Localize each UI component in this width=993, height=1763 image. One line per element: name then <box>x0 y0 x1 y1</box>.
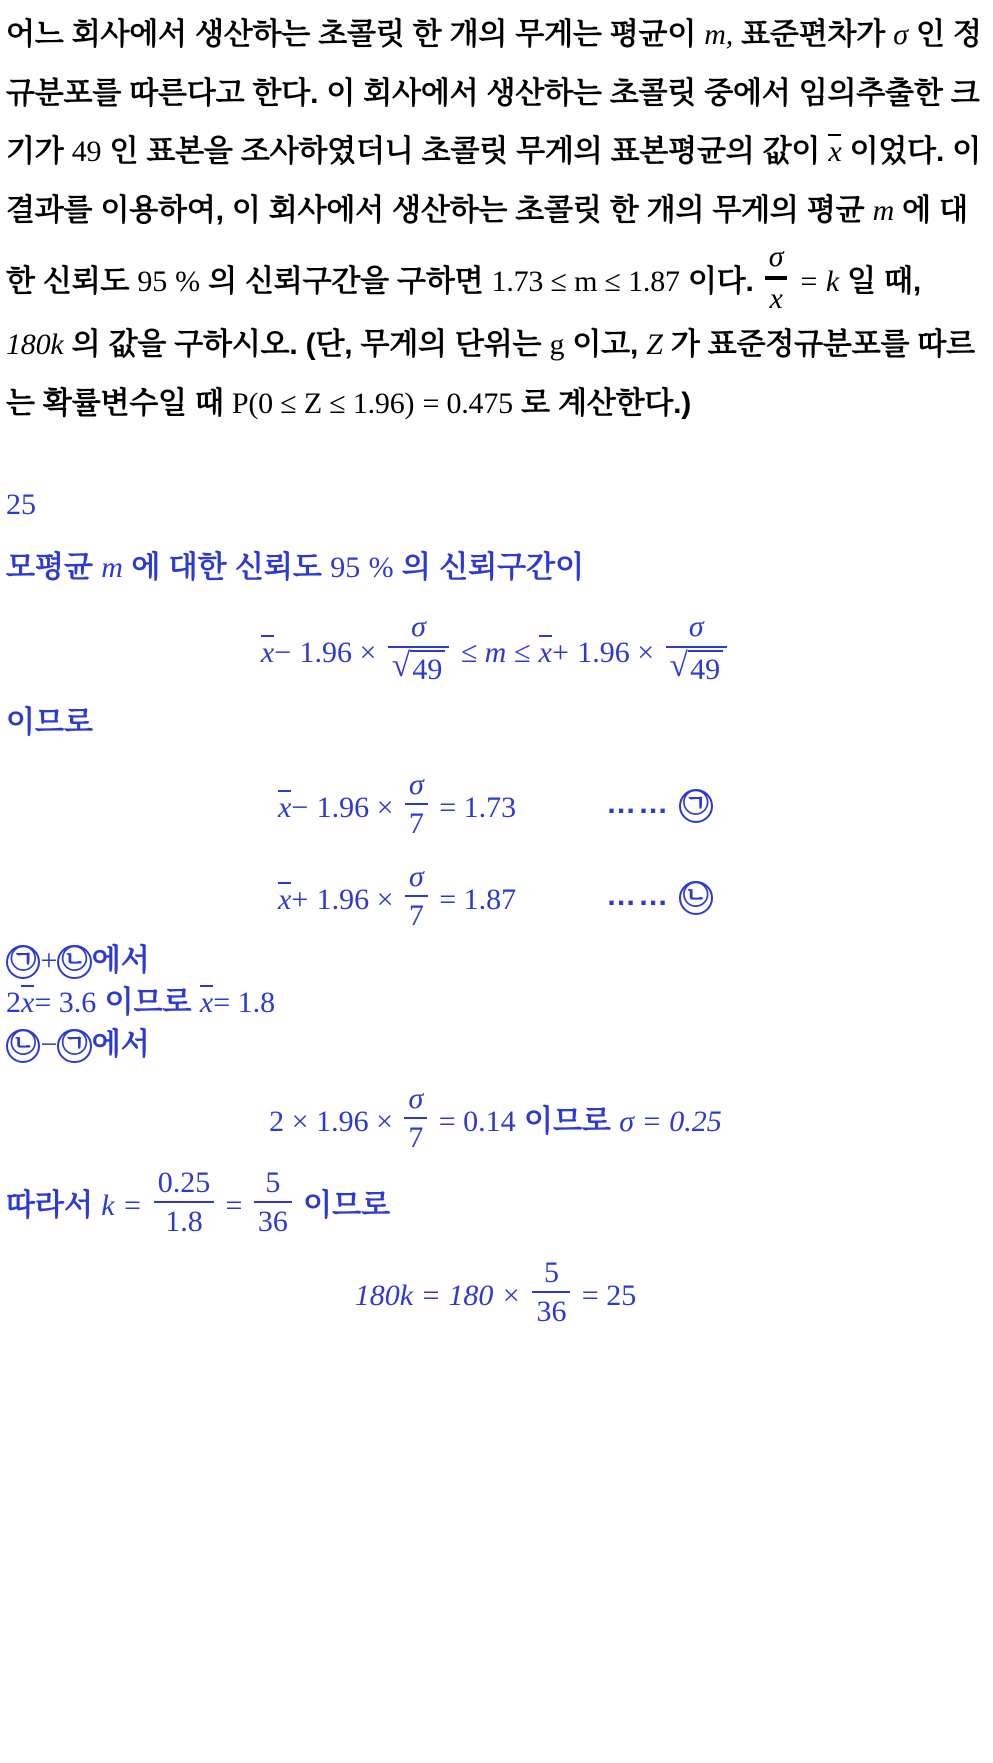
diff-fraction <box>404 1082 427 1156</box>
solution-intro-line <box>6 542 985 595</box>
sum-coefficient: 2 <box>6 985 21 1019</box>
problem-text-12: 가 표준정규분포를 따르는 확률변수일 때 <box>6 328 975 420</box>
eq1-fraction <box>405 768 428 842</box>
problem-text-13: 로 계산한다.) <box>521 386 692 420</box>
problem-text-2: 표준편차가 <box>741 18 886 51</box>
sum-label-b: ㉡ <box>57 945 91 979</box>
eq1-numerator-sigma: σ <box>405 768 428 806</box>
problem-text-6: 에 대한 신뢰도 <box>6 193 968 298</box>
problem-text-11: 이고, <box>572 328 639 361</box>
ci-left-xbar: x <box>260 636 275 669</box>
k-equals: = <box>225 1188 243 1222</box>
diff-label-b: ㉠ <box>57 1029 91 1063</box>
problem-text-10: 의 값을 구하시오. (단, 무게의 단위는 <box>71 328 542 361</box>
symbol-m-2: m <box>872 193 895 227</box>
eq2-rhs: = 1.87 <box>439 882 517 916</box>
eq2-dots: …… <box>606 879 671 913</box>
diff-numerator-sigma: σ <box>404 1082 427 1120</box>
fraction-numerator-sigma: σ <box>765 240 788 278</box>
eq2-xbar: x <box>278 882 292 916</box>
sample-size-49: 49 <box>71 135 102 168</box>
ci-left-op: − <box>274 636 292 669</box>
problem-text-4: 인 표본을 조사하였더니 초콜릿 무게의 표본평균의 값이 <box>109 135 821 168</box>
k-denominator-36: 36 <box>257 1205 288 1238</box>
problem-text-9: 일 때, <box>847 265 921 298</box>
probability-expression: P(0 ≤ Z ≤ 1.96) <box>231 386 415 420</box>
diff-denominator-7: 7 <box>408 1121 424 1154</box>
eq1-xbar: x <box>278 790 292 824</box>
eq1-denominator-7: 7 <box>408 807 424 840</box>
ci-middle: ≤ m ≤ <box>460 636 531 669</box>
sum-xbar-2: x <box>199 985 214 1019</box>
therefore-text: 따라서 <box>6 1188 93 1222</box>
symbol-Z: Z <box>646 328 663 361</box>
confidence-interval-formula <box>6 610 985 687</box>
unit-gram: g <box>549 328 565 361</box>
intro-mid: 에 대한 신뢰도 <box>131 550 322 584</box>
eq1-label-circle: ㉠ <box>679 789 713 823</box>
final-answer-line <box>6 1256 985 1330</box>
intro-suffix: 의 신뢰구간이 <box>401 550 585 584</box>
eq2-z: 1.96 × <box>316 882 394 916</box>
sum-mid-text: 이므로 <box>104 985 192 1019</box>
fraction-denominator-xbar: x <box>765 278 788 317</box>
diff-mid-text: 이므로 <box>523 1104 611 1138</box>
ci-right-radicand: 49 <box>688 650 723 688</box>
diff-step-equation <box>6 1082 985 1156</box>
k-numerator-025: 0.25 <box>154 1166 215 1204</box>
k-lhs: k = <box>101 1188 143 1222</box>
intro-confidence: 95 <box>330 550 361 584</box>
k-numerator-5: 5 <box>254 1166 292 1204</box>
k-suffix-text: 이므로 <box>303 1188 391 1222</box>
ci-right-xbar: x <box>538 636 552 669</box>
eq1-op: − <box>291 790 309 824</box>
sum-suffix: 에서 <box>91 943 150 977</box>
ci-right-op: + <box>551 636 569 669</box>
eq2-denominator-7: 7 <box>408 899 424 932</box>
eq2-label-circle: ㉡ <box>679 881 713 915</box>
sum-label-a: ㉠ <box>6 945 40 979</box>
fraction-sigma-over-xbar <box>765 240 788 316</box>
equation-2 <box>278 860 516 934</box>
ci-right-z: 1.96 × <box>577 636 655 669</box>
confidence-interval-inequality: 1.73 ≤ m ≤ 1.87 <box>491 265 680 298</box>
intro-prefix: 모평균 <box>6 550 93 584</box>
answer-number: 25 <box>6 488 36 521</box>
percent-sign: % <box>175 265 200 298</box>
eq2-op: + <box>291 882 309 916</box>
sigma-value: σ = 0.25 <box>619 1104 722 1138</box>
ci-right-denominator-sqrt <box>666 648 728 688</box>
problem-statement <box>0 0 993 433</box>
problem-text-7: 의 신뢰구간을 구하면 <box>208 265 484 298</box>
symbol-m-1: m, <box>704 18 734 51</box>
eq1-z: 1.96 × <box>316 790 394 824</box>
ci-left-fraction <box>388 610 450 687</box>
intro-percent: % <box>368 550 394 584</box>
diff-rhs: = 0.14 <box>438 1104 516 1138</box>
equation-1-row <box>6 768 985 842</box>
symbol-sigma-1: σ <box>893 18 908 51</box>
problem-text-1: 어느 회사에서 생산하는 초콜릿 한 개의 무게는 평균이 <box>6 18 697 51</box>
eq1-dots: …… <box>606 787 671 821</box>
diff-suffix: 에서 <box>91 1027 150 1061</box>
ci-left-denominator-sqrt <box>388 648 450 688</box>
k-fraction-reduced <box>254 1166 292 1240</box>
problem-paragraph <box>6 6 985 433</box>
diff-minus: − <box>40 1027 58 1061</box>
k-value-line <box>6 1166 985 1240</box>
ci-left-radicand: 49 <box>410 650 445 688</box>
expression-180k: 180k <box>6 328 64 361</box>
imuro-line-1: 이므로 <box>6 706 93 739</box>
diff-label-a: ㉡ <box>6 1029 40 1063</box>
ci-left-z: 1.96 × <box>299 636 377 669</box>
final-fraction <box>532 1256 570 1330</box>
sum-xbar: x <box>21 985 35 1019</box>
final-result: = 25 <box>581 1278 637 1312</box>
eq2-numerator-sigma: σ <box>405 860 428 898</box>
equation-2-row <box>6 860 985 934</box>
diff-lhs: 2 × 1.96 × <box>269 1104 394 1138</box>
problem-text-5: 이었다. 이 결과를 이용하여, 이 회사에서 생산하는 초콜릿 한 개의 무게의 평균 <box>6 135 981 227</box>
solution-block <box>0 479 993 1330</box>
symbol-xbar-1: x <box>828 135 842 168</box>
problem-text-8: 이다. <box>687 265 754 298</box>
ci-right-fraction <box>666 610 728 687</box>
problem-text-3: 인 정규분포를 따른다고 한다. 이 회사에서 생산하는 초콜릿 중에서 임의추출한 크기가 <box>6 18 982 168</box>
final-denominator-36: 36 <box>536 1295 567 1328</box>
probability-value: = 0.475 <box>422 386 513 420</box>
equation-2-tag <box>606 870 713 923</box>
ci-left-numerator-sigma: σ <box>388 610 450 648</box>
sum-equals: = 3.6 <box>34 985 97 1019</box>
eq1-rhs: = 1.73 <box>439 790 517 824</box>
k-fraction-decimal <box>154 1166 215 1240</box>
intro-symbol-m: m <box>101 550 123 584</box>
sum-step-result <box>6 982 985 1024</box>
equation-1-tag <box>606 778 713 831</box>
final-numerator-5: 5 <box>532 1256 570 1294</box>
confidence-95: 95 <box>137 265 168 298</box>
sum-xbar-value: = 1.8 <box>213 985 276 1019</box>
final-lhs: 180k = 180 × <box>354 1278 522 1312</box>
eq2-fraction <box>405 860 428 934</box>
equation-1 <box>278 768 516 842</box>
equals-k: = k <box>798 265 839 298</box>
sum-plus: + <box>40 943 58 977</box>
k-denominator-18: 1.8 <box>165 1205 203 1238</box>
sum-step-label <box>6 940 985 982</box>
diff-step-label <box>6 1024 985 1066</box>
ci-right-numerator-sigma: σ <box>666 610 728 648</box>
